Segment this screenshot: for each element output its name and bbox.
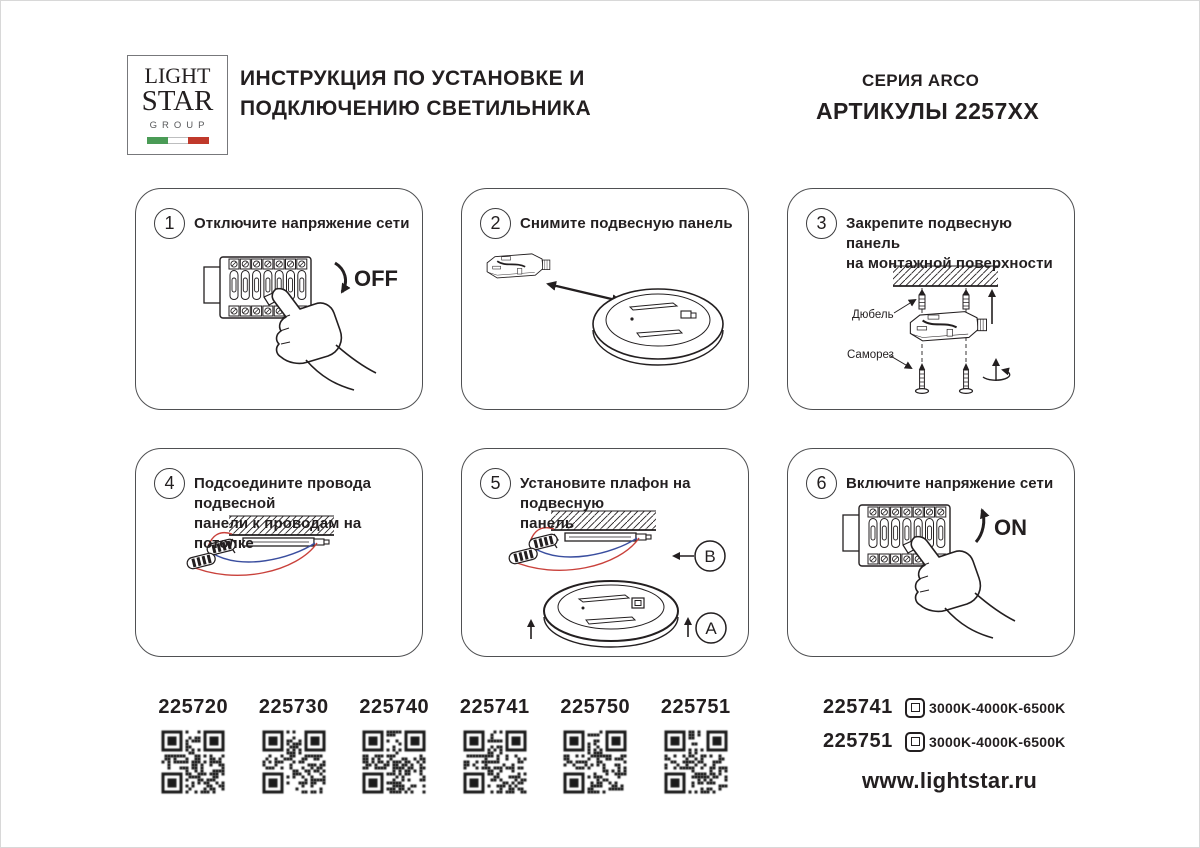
shade-connector-pin: [635, 601, 641, 606]
qr-code: [562, 729, 628, 795]
step-instruction-line2: панели к проводам на потолке: [194, 515, 362, 552]
shade-hole: [582, 607, 585, 610]
on-arrow-icon: [976, 510, 984, 542]
step-instruction: [520, 214, 738, 234]
step-panel-1: [135, 188, 423, 410]
step-number-badge: [154, 208, 185, 239]
article-number: 225720: [158, 696, 229, 718]
logo-word-group: GROUP: [149, 120, 210, 131]
dowel-label: Дюбель: [852, 309, 894, 321]
dowel-right: [963, 289, 970, 309]
color-temp-icon-inner: [911, 703, 920, 712]
page-title-line1: ИНСТРУКЦИЯ ПО УСТАНОВКЕ И: [240, 67, 585, 90]
qr-code: [160, 729, 226, 795]
dowel-left: [919, 289, 926, 309]
step-number-badge: [806, 208, 837, 239]
step-number-badge: [480, 468, 511, 499]
step-panel-5: [461, 448, 749, 657]
website-url: www.lightstar.ru: [862, 768, 1038, 793]
step-instruction-line2: на монтажной поверхности: [846, 255, 1053, 272]
logo-word-star: STAR: [141, 85, 214, 117]
qr-code: [663, 729, 729, 795]
qr-item: [445, 695, 546, 795]
article-number: 225750: [560, 696, 631, 718]
variant-row-225751: [823, 730, 1066, 753]
canopy-connector-pin: [691, 313, 696, 318]
qr-code: [361, 729, 427, 795]
mounting-plate: [910, 312, 986, 341]
step-instruction-line1: Включите напряжение сети: [846, 475, 1054, 492]
qr-item: [143, 695, 244, 795]
step-number: 4: [164, 473, 175, 493]
qr-code-strip: [143, 695, 746, 795]
step-panel-3: [787, 188, 1075, 410]
screw-label: Саморез: [847, 349, 894, 361]
screw-pointer-arrow: [889, 355, 911, 368]
variant-row-225741: [823, 696, 1066, 719]
canopy-hole: [630, 317, 633, 320]
color-temp-icon: [905, 698, 925, 718]
variant-article-number: 225751: [823, 730, 893, 752]
circuit-breaker-with-hand: [204, 257, 376, 390]
step-number-badge: [806, 468, 837, 499]
detach-arrow-icon: [548, 284, 620, 301]
article-number: 225730: [258, 696, 329, 718]
switch-off-label: OFF: [354, 266, 398, 291]
dowel-pointer-arrow: [894, 300, 915, 313]
step-number: 6: [816, 473, 827, 493]
screw-left: [916, 363, 929, 393]
shade-outer: [544, 581, 678, 641]
step-number: 5: [490, 473, 501, 493]
logo-word-light: LIGHT: [144, 63, 211, 88]
qr-code: [261, 729, 327, 795]
step-instruction: [520, 474, 738, 534]
step-instruction-line1: Установите плафон на подвесную: [520, 475, 691, 512]
qr-code: [462, 729, 528, 795]
color-temp-values: 3000K-4000K-6500K: [929, 733, 1066, 750]
step-instruction-line1: Закрепите подвесную панель: [846, 215, 1013, 252]
variant-article-number: 225741: [823, 696, 893, 718]
qr-item: [244, 695, 345, 795]
flag-white-stripe: [168, 137, 188, 144]
label-a: A: [705, 619, 717, 638]
step-instruction: [194, 474, 412, 554]
canopy-connector: [681, 311, 691, 318]
qr-item: [545, 695, 646, 795]
step-number-badge: [480, 208, 511, 239]
step-panel-4: [135, 448, 423, 657]
article-number: 225740: [359, 696, 430, 718]
canopy-outer: [593, 289, 723, 359]
articles-heading: АРТИКУЛЫ 2257XX: [816, 98, 1040, 124]
step-instruction-line2: панель: [520, 515, 575, 532]
color-temp-values: 3000K-4000K-6500K: [929, 699, 1066, 716]
step-panel-6: [787, 448, 1075, 657]
mounting-plate: [487, 254, 550, 278]
step-instruction-line1: Отключите напряжение сети: [194, 215, 410, 232]
step-number: 2: [490, 213, 501, 233]
step-instruction: [846, 474, 1064, 494]
page-title-line2: ПОДКЛЮЧЕНИЮ СВЕТИЛЬНИКА: [240, 97, 592, 120]
lightstar-logo: [127, 55, 228, 155]
step-instruction-line1: Снимите подвесную панель: [520, 215, 733, 232]
step-number: 3: [816, 213, 827, 233]
series-label: СЕРИЯ ARCO: [862, 71, 980, 90]
article-number: 225751: [660, 696, 731, 718]
italian-flag-icon: [147, 137, 209, 144]
qr-item: [344, 695, 445, 795]
step-instruction: [194, 214, 412, 234]
color-temp-icon-inner: [911, 737, 920, 746]
color-temp-icon: [905, 732, 925, 752]
qr-item: [646, 695, 747, 795]
step-number-badge: [154, 468, 185, 499]
off-arrow-icon: [335, 263, 346, 292]
step-instruction-line1: Подсоедините провода подвесной: [194, 475, 372, 512]
flag-red-stripe: [188, 137, 209, 144]
step-number: 1: [164, 213, 175, 233]
screw-right: [960, 363, 973, 393]
circuit-breaker-with-hand: [843, 505, 1015, 638]
flag-green-stripe: [147, 137, 168, 144]
step-panel-2: [461, 188, 749, 410]
rotate-arrow-icon: [983, 360, 1010, 381]
step-instruction: [846, 214, 1064, 274]
label-b: B: [704, 547, 716, 566]
page-title: [240, 64, 591, 124]
switch-on-label: ON: [994, 515, 1027, 540]
article-number: 225741: [459, 696, 530, 718]
